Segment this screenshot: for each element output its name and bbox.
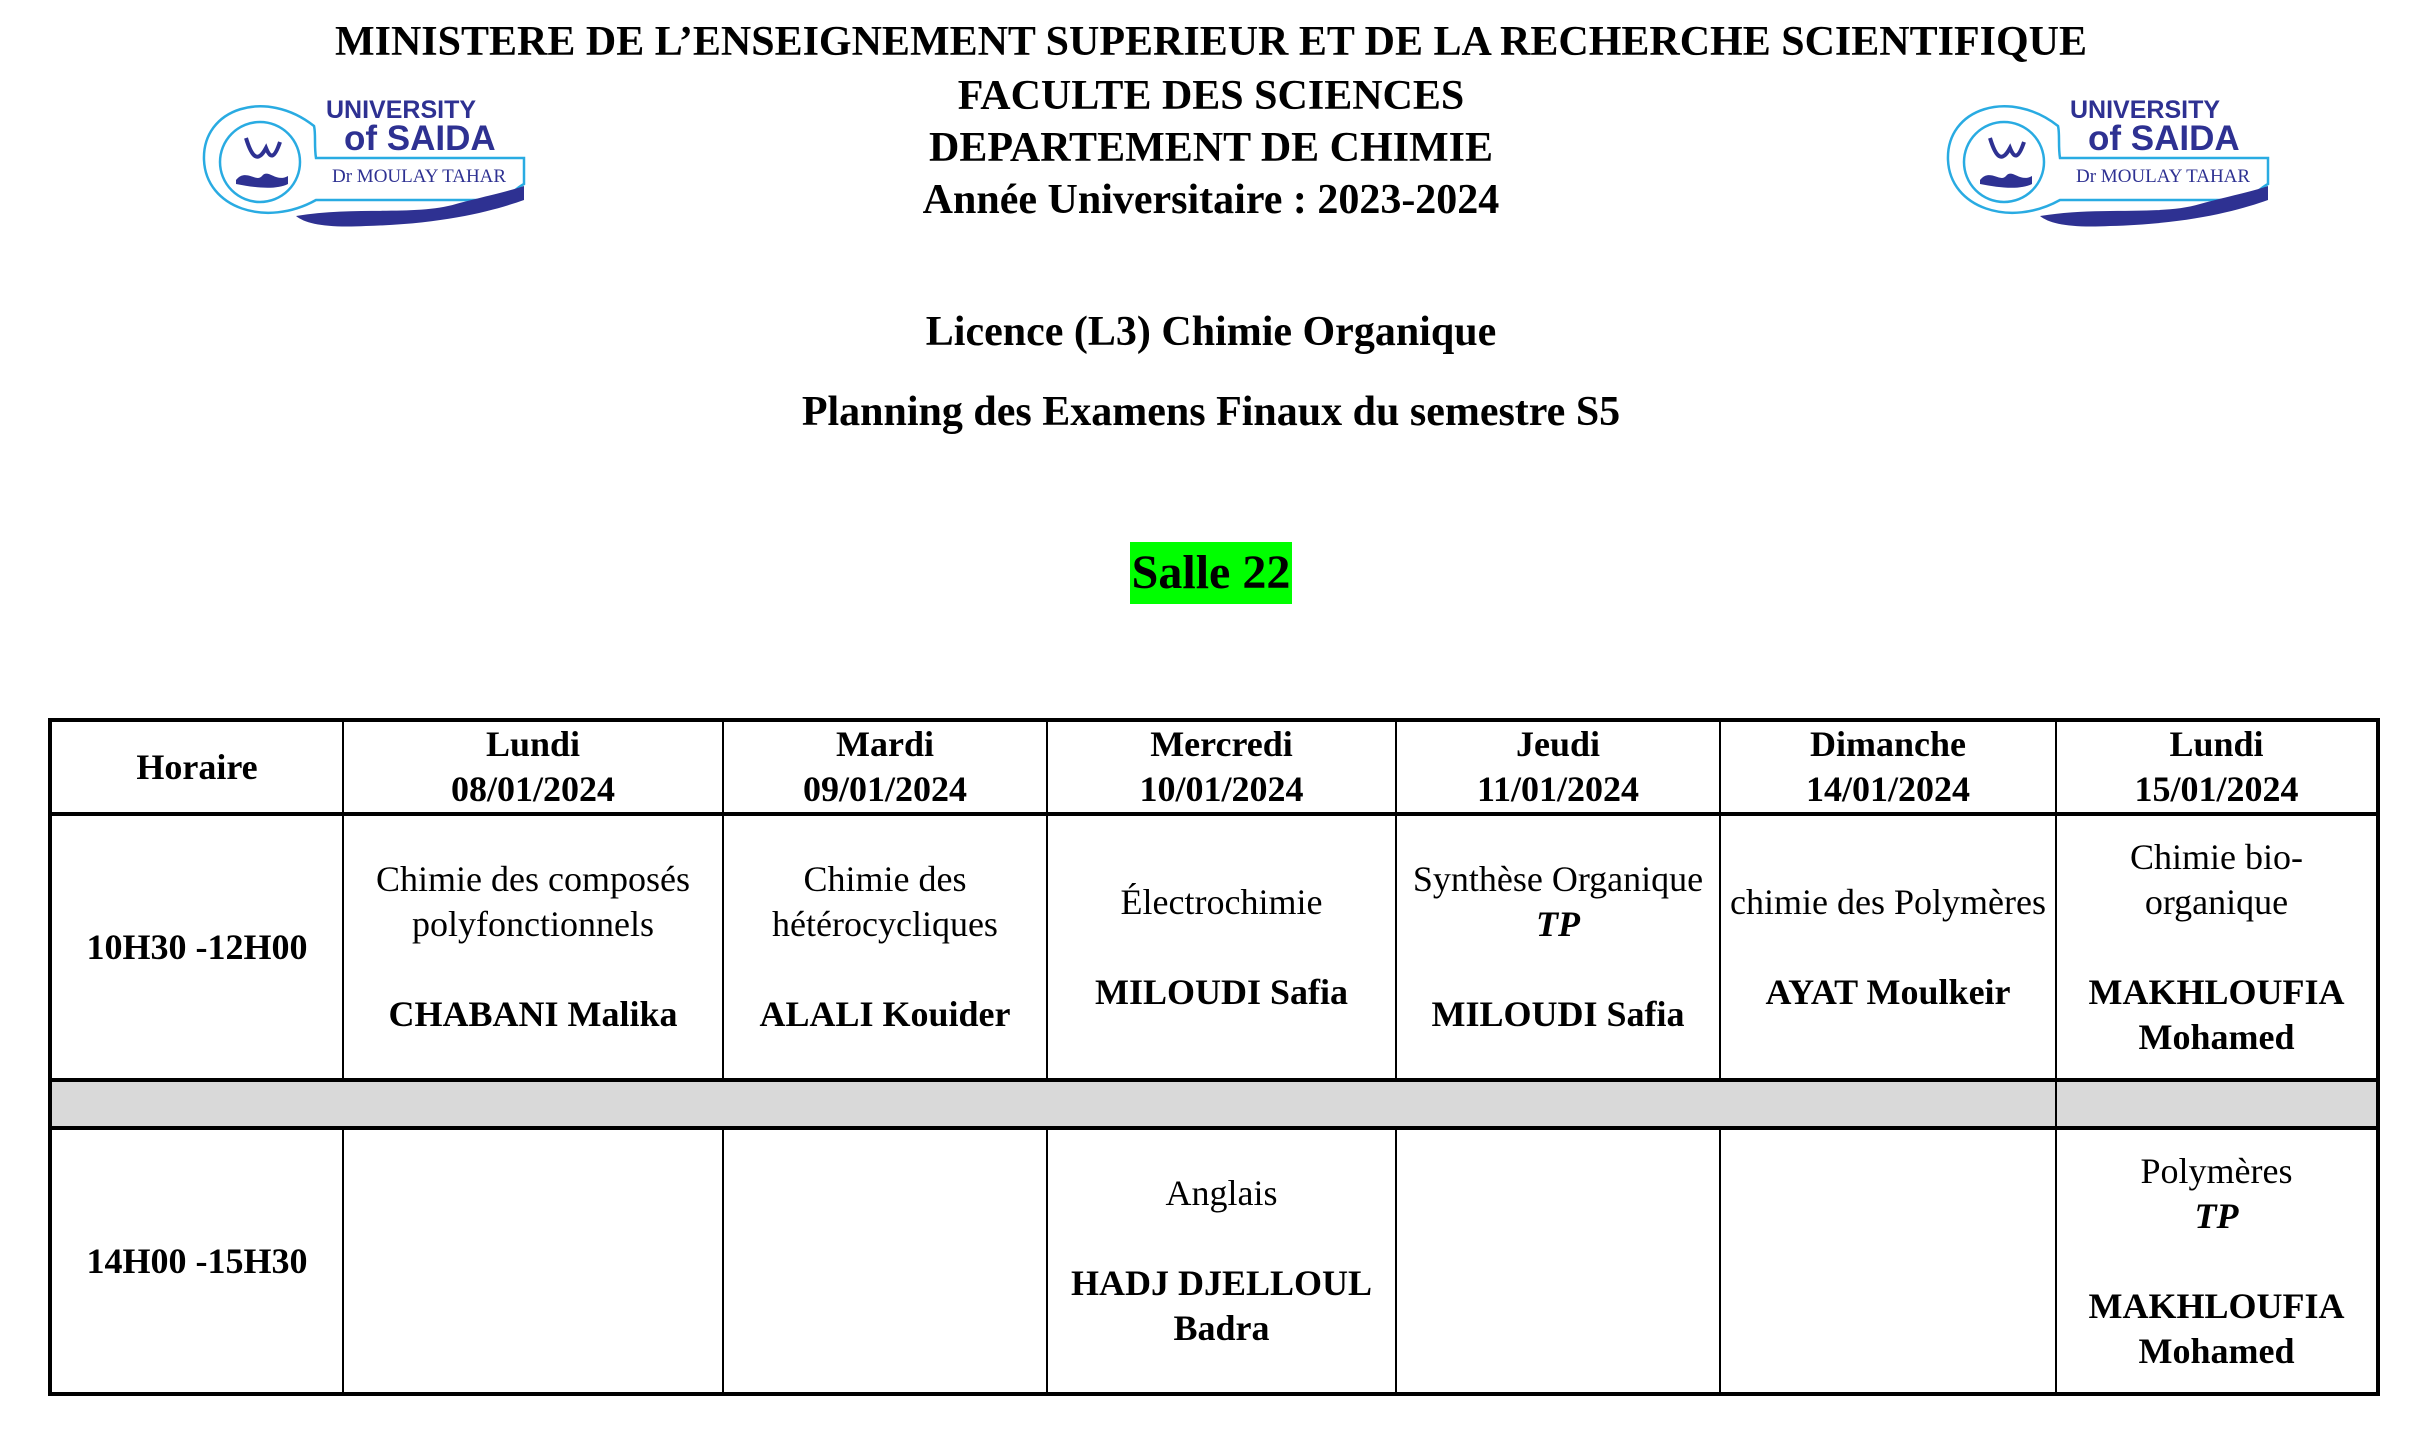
exam-subject: Synthèse Organique: [1412, 859, 1704, 899]
exam-subject: Chimie bio-organique: [2130, 836, 2303, 922]
table-row-afternoon: [50, 1128, 2378, 1394]
table-header-row: [50, 720, 2378, 814]
exam-subject: chimie des Polymères: [1730, 881, 2046, 922]
day-header: [1720, 720, 2056, 814]
exam-professor: MILOUDI Safia: [1094, 971, 1349, 1012]
exam-subject: Polymères: [2140, 1150, 2293, 1191]
table-row-morning: [50, 814, 2378, 1080]
exam-cell: [1047, 814, 1396, 1080]
department-title: DEPARTEMENT DE CHIMIE: [928, 125, 1494, 171]
exam-cell: [343, 814, 723, 1080]
day-date: 10/01/2024: [1139, 769, 1304, 809]
exam-subject: Chimie des hétérocycliques: [772, 859, 998, 944]
time-slot: 10H30 -12H00: [50, 814, 343, 1080]
exam-type: TP: [2194, 1195, 2239, 1236]
day-header: [343, 720, 723, 814]
day-name: Lundi: [485, 724, 581, 764]
day-header: [723, 720, 1047, 814]
day-header: [1047, 720, 1396, 814]
exam-professor: AYAT Moulkeir: [1765, 971, 2011, 1012]
exam-cell: [1720, 814, 2056, 1080]
separator-cell: [2056, 1080, 2378, 1128]
exam-cell-empty: [1720, 1128, 2056, 1394]
university-logo-icon: [196, 88, 526, 228]
day-header: [2056, 720, 2378, 814]
time-column-header: Horaire: [50, 720, 343, 814]
exam-professor: CHABANI Malika: [388, 994, 678, 1034]
separator-cell: [50, 1080, 2056, 1128]
exam-subject: Chimie des composés polyfonctionnels: [376, 859, 690, 944]
exam-subject: Anglais: [1165, 1173, 1278, 1213]
day-name: Lundi: [2169, 724, 2264, 764]
day-date: 15/01/2024: [2134, 769, 2299, 809]
exam-cell-empty: [723, 1128, 1047, 1394]
exam-subject: Électrochimie: [1120, 881, 1323, 922]
day-date: 14/01/2024: [1805, 769, 1970, 809]
university-logo-right: [1940, 88, 2270, 228]
room-container: [0, 542, 2422, 604]
exam-professor: MAKHLOUFIA Mohamed: [2088, 971, 2345, 1057]
ministry-title: MINISTERE DE L’ENSEIGNEMENT SUPERIEUR ET DE LA RECHERCHE SCIENTIFIQUE: [334, 19, 2087, 65]
room-badge: Salle 22: [1130, 542, 1293, 604]
university-logo-left: [196, 88, 526, 228]
faculty-title: FACULTE DES SCIENCES: [957, 73, 1465, 119]
exam-cell-empty: [1396, 1128, 1720, 1394]
day-name: Jeudi: [1515, 724, 1601, 764]
planning-title: Planning des Examens Finaux du semestre S5: [801, 389, 1621, 435]
academic-year: Année Universitaire : 2023-2024: [922, 177, 1500, 223]
exam-professor: MILOUDI Safia: [1431, 994, 1685, 1034]
exam-professor: MAKHLOUFIA Mohamed: [2088, 1285, 2345, 1371]
exam-cell: [2056, 1128, 2378, 1394]
exam-schedule-table: [48, 718, 2380, 1396]
day-name: Mercredi: [1150, 724, 1293, 764]
day-header: [1396, 720, 1720, 814]
university-logo-icon: [1940, 88, 2270, 228]
exam-professor: HADJ DJELLOUL Badra: [1070, 1263, 1373, 1348]
time-slot: 14H00 -15H30: [50, 1128, 343, 1394]
exam-cell-empty: [343, 1128, 723, 1394]
program-title: Licence (L3) Chimie Organique: [925, 309, 1497, 355]
logo-line3: Dr MOULAY TAHAR: [2076, 166, 2251, 187]
logo-line1: UNIVERSITY: [2070, 96, 2221, 124]
logo-line2: of SAIDA: [344, 119, 496, 158]
exam-cell: [2056, 814, 2378, 1080]
logo-line2: of SAIDA: [2088, 119, 2240, 158]
day-date: 11/01/2024: [1476, 769, 1640, 809]
day-name: Mardi: [836, 724, 934, 764]
logo-line3: Dr MOULAY TAHAR: [332, 166, 507, 187]
separator-row: [50, 1080, 2378, 1128]
exam-professor: ALALI Kouider: [759, 994, 1011, 1034]
day-name: Dimanche: [1810, 724, 1966, 764]
exam-type: TP: [1536, 904, 1580, 944]
logo-line1: UNIVERSITY: [326, 96, 477, 124]
day-date: 08/01/2024: [450, 769, 615, 809]
exam-cell: [1047, 1128, 1396, 1394]
exam-cell: [1396, 814, 1720, 1080]
day-date: 09/01/2024: [802, 769, 967, 809]
exam-cell: [723, 814, 1047, 1080]
